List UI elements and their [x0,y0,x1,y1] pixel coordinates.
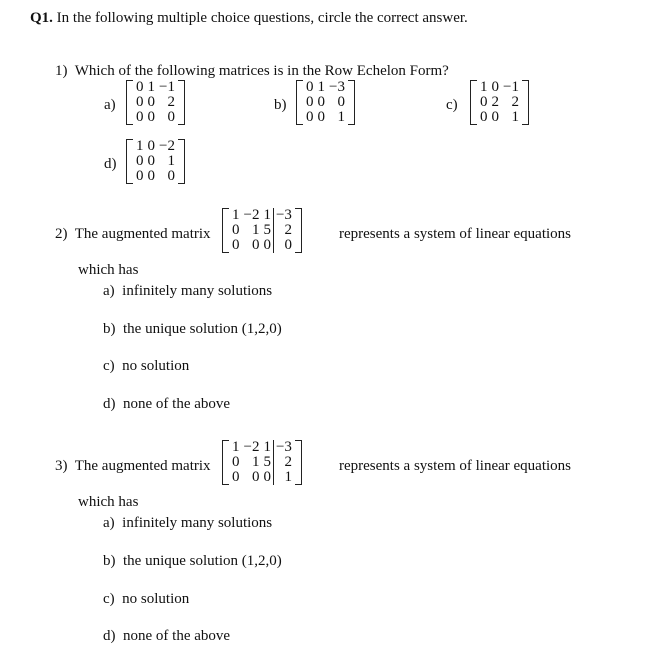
matrix-entry: 0 [232,454,240,470]
p3-choice-a[interactable] [103,514,272,532]
choice-text: no solution [122,591,190,607]
matrix-entry: 2 [167,94,175,110]
choice-label: d) [103,628,116,644]
left-bracket [296,80,303,125]
problem-2-number: 2) [55,226,68,242]
matrix-entry: −3 [273,208,294,223]
matrix-entry: 0 [480,109,488,125]
matrix-entry: 0 [167,109,175,125]
matrix-entry: 0 [147,168,155,184]
choice-text: the unique solution (1,2,0) [123,553,282,569]
matrix-entry: 1 [317,79,325,95]
matrix-entry: 0 [317,109,325,125]
choice-text: no solution [122,358,190,374]
right-bracket [522,80,529,125]
matrix-entry: 2 [273,223,294,238]
p2-choice-d[interactable] [103,395,230,413]
choice-label: a) [103,283,115,299]
matrix-entry: 0 [480,94,488,110]
left-bracket [470,80,477,125]
p1-option-a-label[interactable]: a) [104,97,116,113]
matrix-entry: 2 [491,94,499,110]
p2-choice-c[interactable] [103,357,189,375]
matrix-entry: 1 [167,153,175,169]
matrix-entry: −2 [243,439,260,455]
problem-3-number: 3) [55,458,68,474]
right-bracket [178,139,185,184]
left-bracket [126,80,133,125]
matrix-entry: 0 [147,138,155,154]
matrix-entry: 2 [511,94,519,110]
choice-text: infinitely many solutions [122,515,273,531]
matrix-entry: 1 [511,109,519,125]
matrix-entry: 0 [136,79,144,95]
p1-matrix-a [126,80,185,125]
p3-augmented-matrix [222,440,302,485]
matrix-entry: 1 [251,454,260,470]
matrix-entry: 0 [337,94,345,110]
choice-text: none of the above [123,396,231,412]
matrix-entry: 0 [167,168,175,184]
matrix-entry: 0 [232,469,240,485]
problem-2-tail: represents a system of linear equations [339,226,572,242]
problem-3-which-has: which has [78,494,139,510]
choice-label: a) [103,515,115,531]
matrix-entry: 0 [136,153,144,169]
p1-matrix-b [296,80,355,125]
p1-option-d-label[interactable]: d) [104,156,117,172]
p3-choice-b[interactable] [103,552,282,570]
matrix-entry: 0 [136,109,144,125]
choice-text: infinitely many solutions [122,283,273,299]
question-label: Q1. [30,10,53,26]
left-bracket [222,208,229,253]
choice-label: d) [103,396,116,412]
matrix-entry: 0 [232,222,240,238]
problem-1-prompt [55,62,449,80]
choice-label: b) [103,321,116,337]
choice-text: none of the above [123,628,231,644]
matrix-entry: 0 [273,238,294,253]
matrix-entry: 1 [273,470,294,485]
matrix-entry: 0 [263,469,271,485]
matrix-entry: 0 [306,94,314,110]
matrix-entry: 0 [147,153,155,169]
matrix-entry: 1 [136,138,144,154]
matrix-entry: −3 [273,440,294,455]
matrix-entry: 5 [263,222,271,238]
matrix-entry: 1 [480,79,488,95]
p2-augmented-matrix [222,208,302,253]
problem-2-which-has: which has [78,262,139,278]
matrix-entry: 1 [232,439,240,455]
p1-matrix-d [126,139,185,184]
instructions-text: In the following multiple choice questions, circle the correct answer. [52,10,468,26]
matrix-entry: 0 [136,94,144,110]
matrix-entry: 0 [251,237,260,253]
right-bracket [348,80,355,125]
matrix-entry: 2 [273,455,294,470]
matrix-entry: 0 [317,94,325,110]
problem-3-lead [55,457,211,475]
problem-1-number: 1) [55,63,68,79]
choice-text: the unique solution (1,2,0) [123,321,282,337]
problem-2-lead-text: The augmented matrix [74,226,211,242]
matrix-entry: −2 [243,207,260,223]
choice-label: c) [103,358,115,374]
matrix-entry: 1 [263,439,271,455]
p3-choice-d[interactable] [103,627,230,645]
choice-label: c) [103,591,115,607]
right-bracket [295,440,302,485]
matrix-entry: 0 [147,94,155,110]
matrix-entry: 1 [147,79,155,95]
matrix-entry: 1 [251,222,260,238]
matrix-entry: 0 [232,237,240,253]
matrix-entry: 5 [263,454,271,470]
choice-label: b) [103,553,116,569]
matrix-entry: 0 [491,79,499,95]
p1-option-c-label[interactable]: c) [446,97,458,113]
right-bracket [178,80,185,125]
matrix-entry: −1 [503,79,519,95]
matrix-entry: 1 [263,207,271,223]
instructions-heading [30,10,468,27]
matrix-entry: −2 [159,138,175,154]
problem-1-text: Which of the following matrices is in the Row Echelon Form? [74,63,449,79]
matrix-entry: 0 [147,109,155,125]
matrix-entry: 1 [232,207,240,223]
matrix-entry: 1 [337,109,345,125]
matrix-entry: −3 [329,79,345,95]
matrix-entry: 0 [306,109,314,125]
matrix-entry: 0 [491,109,499,125]
left-bracket [222,440,229,485]
problem-2-lead [55,225,211,243]
p2-choice-b[interactable] [103,320,282,338]
problem-3-lead-text: The augmented matrix [74,458,211,474]
left-bracket [126,139,133,184]
matrix-entry: −1 [159,79,175,95]
p2-choice-a[interactable] [103,282,272,300]
matrix-entry: 0 [306,79,314,95]
p3-choice-c[interactable] [103,590,189,608]
problem-3-tail: represents a system of linear equations [339,458,572,474]
p1-option-b-label[interactable]: b) [274,97,287,113]
p1-matrix-c [470,80,529,125]
matrix-entry: 0 [263,237,271,253]
right-bracket [295,208,302,253]
matrix-entry: 0 [251,469,260,485]
matrix-entry: 0 [136,168,144,184]
